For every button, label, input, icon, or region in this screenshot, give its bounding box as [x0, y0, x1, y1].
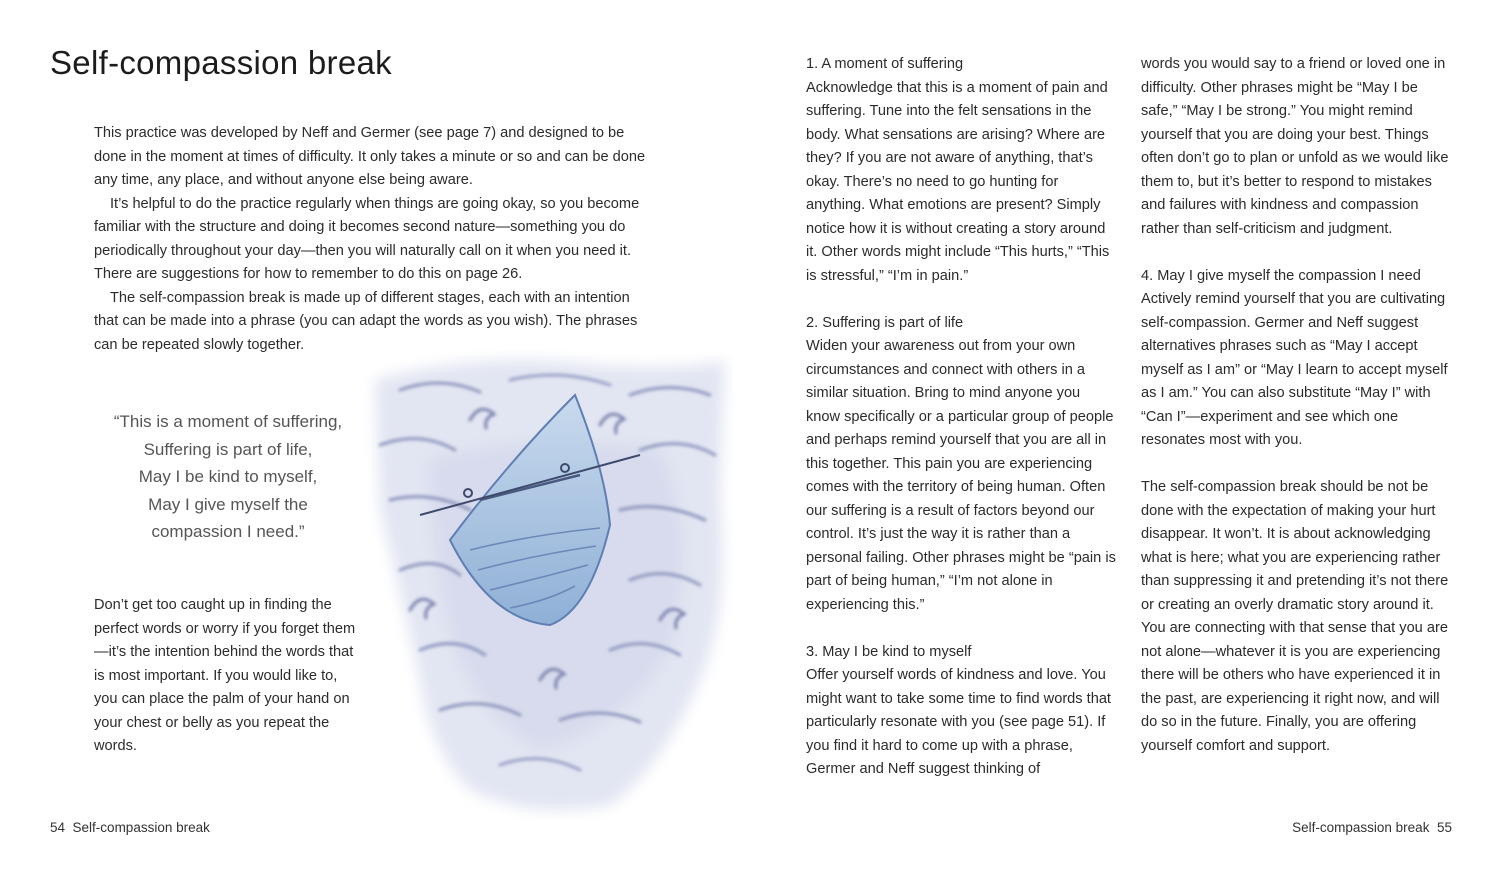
intro-paragraph: This practice was developed by Neff and Germer (see page 7) and designed to be done in the moment at times of difficulty. It only takes a minute or so and can be done any time, any place, and without anyone else being aware. [94, 125, 646, 188]
quote-line: “This is a moment of suffering, [113, 412, 343, 431]
section-body: Actively remind yourself that you are cultivating self-compassion. Germer and Neff suggest alternatives phrases such as “May I accept myself as I am” or “May I learn to accept myself as I am.” You can also substitute “May I” with “Can I”—experiment and see which one resonates most with you. [1141, 291, 1448, 448]
right-column-2 [1141, 53, 1457, 758]
section-heading: 1. A moment of suffering [806, 56, 964, 72]
section-heading: 2. Suffering is part of life [806, 314, 964, 331]
section-body: Offer yourself words of kindness and love. You might want to take some time to find words that particularly resonate with you (see page 51). If you find it hard to come up with a phrase, Germer and Neff suggest thinking of [806, 667, 1111, 777]
closing-paragraph: The self-compassion break should be not be done with the expectation of making your hurt disappear. It won’t. It is about acknowledging what is here; what you are experiencing rather than suppressing it and pretending it’s not there or creating an overly dramatic story around it. You are connecting with that sense that you are not alone—whatever it is you are experiencing there will be others who have experienced it in the past, are experiencing it right now, and will do so in the future. Finally, you are offering yourself comfort and support. [1141, 479, 1449, 754]
quote-line: May I give myself the [148, 494, 308, 514]
page-number: 55 [1436, 820, 1452, 835]
quote-line: May I be kind to myself, [138, 467, 318, 486]
intro-text [94, 122, 646, 357]
section-heading: 3. May I be kind to myself [806, 643, 972, 660]
section-body: Widen your awareness out from your own circumstances and connect with others in a similar situation. Bring to mind anyone you know specifically or a particular group of people and perhaps remind yourself that you are all in this together. This pain you are experiencing comes with the territory of being human. Often our suffering is a result of factors beyond our control. It’s just the way it is rather than a personal failing. Other phrases might be “pain is part of being human,” “I’m not alone in experiencing this.” [806, 338, 1116, 613]
note-text: Don’t get too caught up in finding the perfect words or worry if you forget them—it’s the intention behind the words that is most important. If you would like to, you can place the palm of your hand on your chest or belly as you repeat the words. [94, 597, 356, 754]
left-footer [50, 820, 210, 835]
boat-watercolor-illustration [360, 350, 735, 820]
quote-line: compassion I need.” [151, 522, 305, 541]
running-title: Self-compassion break [72, 820, 210, 835]
pull-quote [78, 408, 378, 546]
page-number: 54 [50, 820, 66, 835]
section-heading: 4. May I give myself the compassion I need [1141, 267, 1421, 284]
right-column-1 [806, 53, 1118, 782]
right-footer [1292, 820, 1452, 835]
intro-paragraph: It’s helpful to do the practice regularly when things are going okay, so you become familiar with the structure and doing it becomes second nature—something you do periodically throughout your day—then you will naturally call on it when you need it. There are suggestions for how to remember to do this on page 26. [94, 195, 640, 282]
page-title: Self-compassion break [50, 44, 392, 81]
running-title: Self-compassion break [1292, 820, 1430, 835]
section-body: Acknowledge that this is a moment of pain and suffering. Tune into the felt sensations in the body. What sensations are arising? Where are they? If you are not aware of anything, that’s okay. There’s no need to go hunting for anything. What emotions are present? Simply notice how it is without creating a story around it. Other words might include “This hurts,” “This is stressful,” “I’m in pain.” [806, 79, 1110, 284]
intro-paragraph: The self-compassion break is made up of different stages, each with an intention that can be made into a phrase (you can adapt the words as you wish). The phrases can be repeated slowly together. [94, 289, 638, 353]
quote-line: Suffering is part of life, [143, 439, 313, 459]
section-body-continued: words you would say to a friend or loved one in difficulty. Other phrases might be “May I be safe,” “May I be strong.” You might remind yourself that you are doing your best. Things often don’t go to plan or unfold as we would like them to, but it’s better to respond to mistakes and failures with kindness and compassion rather than self-criticism and judgment. [1141, 56, 1449, 237]
